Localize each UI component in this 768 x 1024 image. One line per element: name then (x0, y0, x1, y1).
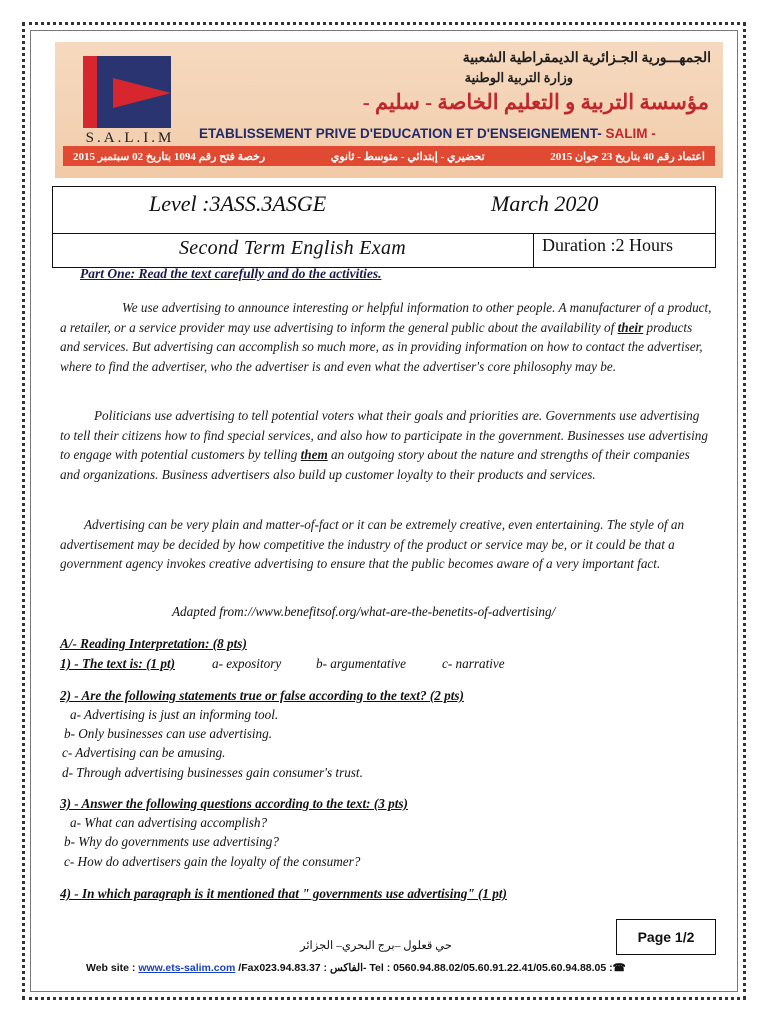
q2-heading: 2) - Are the following statements true or false according to the text? (2 pts) (60, 688, 464, 703)
logo-bar (83, 56, 97, 128)
title-row-level (53, 187, 715, 234)
p1-text-a: We use advertising to announce interesting or helpful information to other people. A manufacturer of a product, a retailer, or a service provider may use advertising to inform the general public about the availability of (60, 300, 712, 335)
exam-month: March 2020 (491, 191, 599, 216)
p2-keyword: them (300, 447, 328, 462)
q3-heading: 3) - Answer the following questions according to the text: (3 pts) (60, 796, 408, 811)
q2-item-c: c- Advertising can be amusing. (62, 745, 226, 760)
header-french-main: ETABLISSEMENT PRIVE D'EDUCATION ET D'ENSEIGNEMENT- (199, 126, 602, 141)
p1-text-b: products and services. But advertising can accomplish so much more, as in providing information on how to contact the advertiser, where to find the advertiser, who the advertiser is and even what the advertiser's core philosophy may be. (60, 319, 703, 374)
school-header-banner (55, 42, 723, 178)
p1-keyword: their (617, 319, 644, 335)
header-arabic-republic: الجمهـــورية الجـزائرية الديمقراطية الشعبية (462, 51, 711, 66)
header-accreditation-strip (63, 146, 715, 166)
q3-item-b: b- Why do governments use advertising? (64, 834, 279, 849)
q1-option-b: b- argumentative (316, 656, 406, 671)
website-link[interactable]: www.ets-salim.com (138, 962, 236, 974)
header-arabic-ministry: وزارة التربية الوطنية (464, 70, 573, 85)
q3-item-c: c- How do advertisers gain the loyalty of the consumer? (64, 854, 361, 869)
text-paragraph-2 (60, 406, 712, 484)
duration-cell (533, 233, 716, 267)
q2-item-a: a- Advertising is just an informing tool. (70, 707, 279, 722)
header-french-school (199, 126, 656, 141)
exam-duration: Duration :2 Hours (542, 235, 673, 255)
web-label: Web site : (86, 962, 139, 974)
exam-title: Second Term English Exam (179, 237, 406, 259)
q2-item-d: d- Through advertising businesses gain consumer's trust. (62, 765, 363, 780)
text-paragraph-3: Advertising can be very plain and matter-of-fact or it can be extremely creative, even entertaining. The style of an advertisement may be decided by how competitive the industry of the product or service may be, or it could be that a government agency invokes creative advertising to ensure that the public becomes aware of a very important fact. (60, 517, 685, 571)
logo-text: S.A.L.I.M (85, 130, 175, 146)
exam-level: Level :3ASS.3ASGE (149, 191, 327, 216)
q4-heading: 4) - In which paragraph is it mentioned that " governments use advertising" (1 pt) (60, 886, 507, 901)
footer-contact (86, 962, 626, 974)
salim-logo (83, 56, 171, 128)
page-number: Page 1/2 (616, 919, 716, 955)
p2-text-b: an outgoing story about the nature and strengths of their companies and organizations. Business advertisers also build up customer loyalty to their products and services. (60, 447, 690, 482)
exam-title-table (52, 186, 716, 268)
q2-item-b: b- Only businesses can use advertising. (64, 726, 273, 741)
strip-license: رخصة فتح رقم 1094 بتاريخ 02 سبتمبر 2015 (73, 150, 266, 163)
q3-item-a: a- What can advertising accomplish? (70, 815, 268, 830)
strip-accreditation: اعتماد رقم 40 بتاريخ 23 جوان 2015 (550, 150, 705, 163)
school-address: حي قعلول –برج البحري– الجزائر (300, 940, 452, 952)
header-arabic-school: مؤسسة التربية و التعليم الخاصة - سليم - (362, 90, 709, 114)
contact-numbers: /Fax023.94.83.37 : الفاكس- Tel : 0560.94.88.02/05.60.91.22.41/05.60.94.88.05 :☎ (235, 962, 626, 974)
text-paragraph-1 (60, 298, 712, 376)
q1-option-c: c- narrative (442, 656, 505, 671)
part-one-heading: Part One: Read the text carefully and do the activities. (80, 266, 382, 281)
strip-levels: تحضيري - إبتدائي - متوسط - ثانوي (330, 150, 485, 163)
section-a-heading: A/- Reading Interpretation: (8 pts) (60, 636, 247, 651)
q1-option-a: a- expository (212, 656, 282, 671)
q1-heading: 1) - The text is: (1 pt) (60, 656, 175, 671)
logo-flag-icon (113, 78, 171, 108)
p2-text-a: Politicians use advertising to tell potential voters what their goals and priorities are. Governments use advertising to tell their citizens how to find special services, and also how to participate in the government. Businesses use advertising to engage with potential customers by telling (60, 408, 708, 462)
source-citation: Adapted from://www.benefitsof.org/what-are-the-benetits-of-advertising/ (172, 604, 556, 619)
header-french-accent: SALIM - (601, 126, 656, 141)
